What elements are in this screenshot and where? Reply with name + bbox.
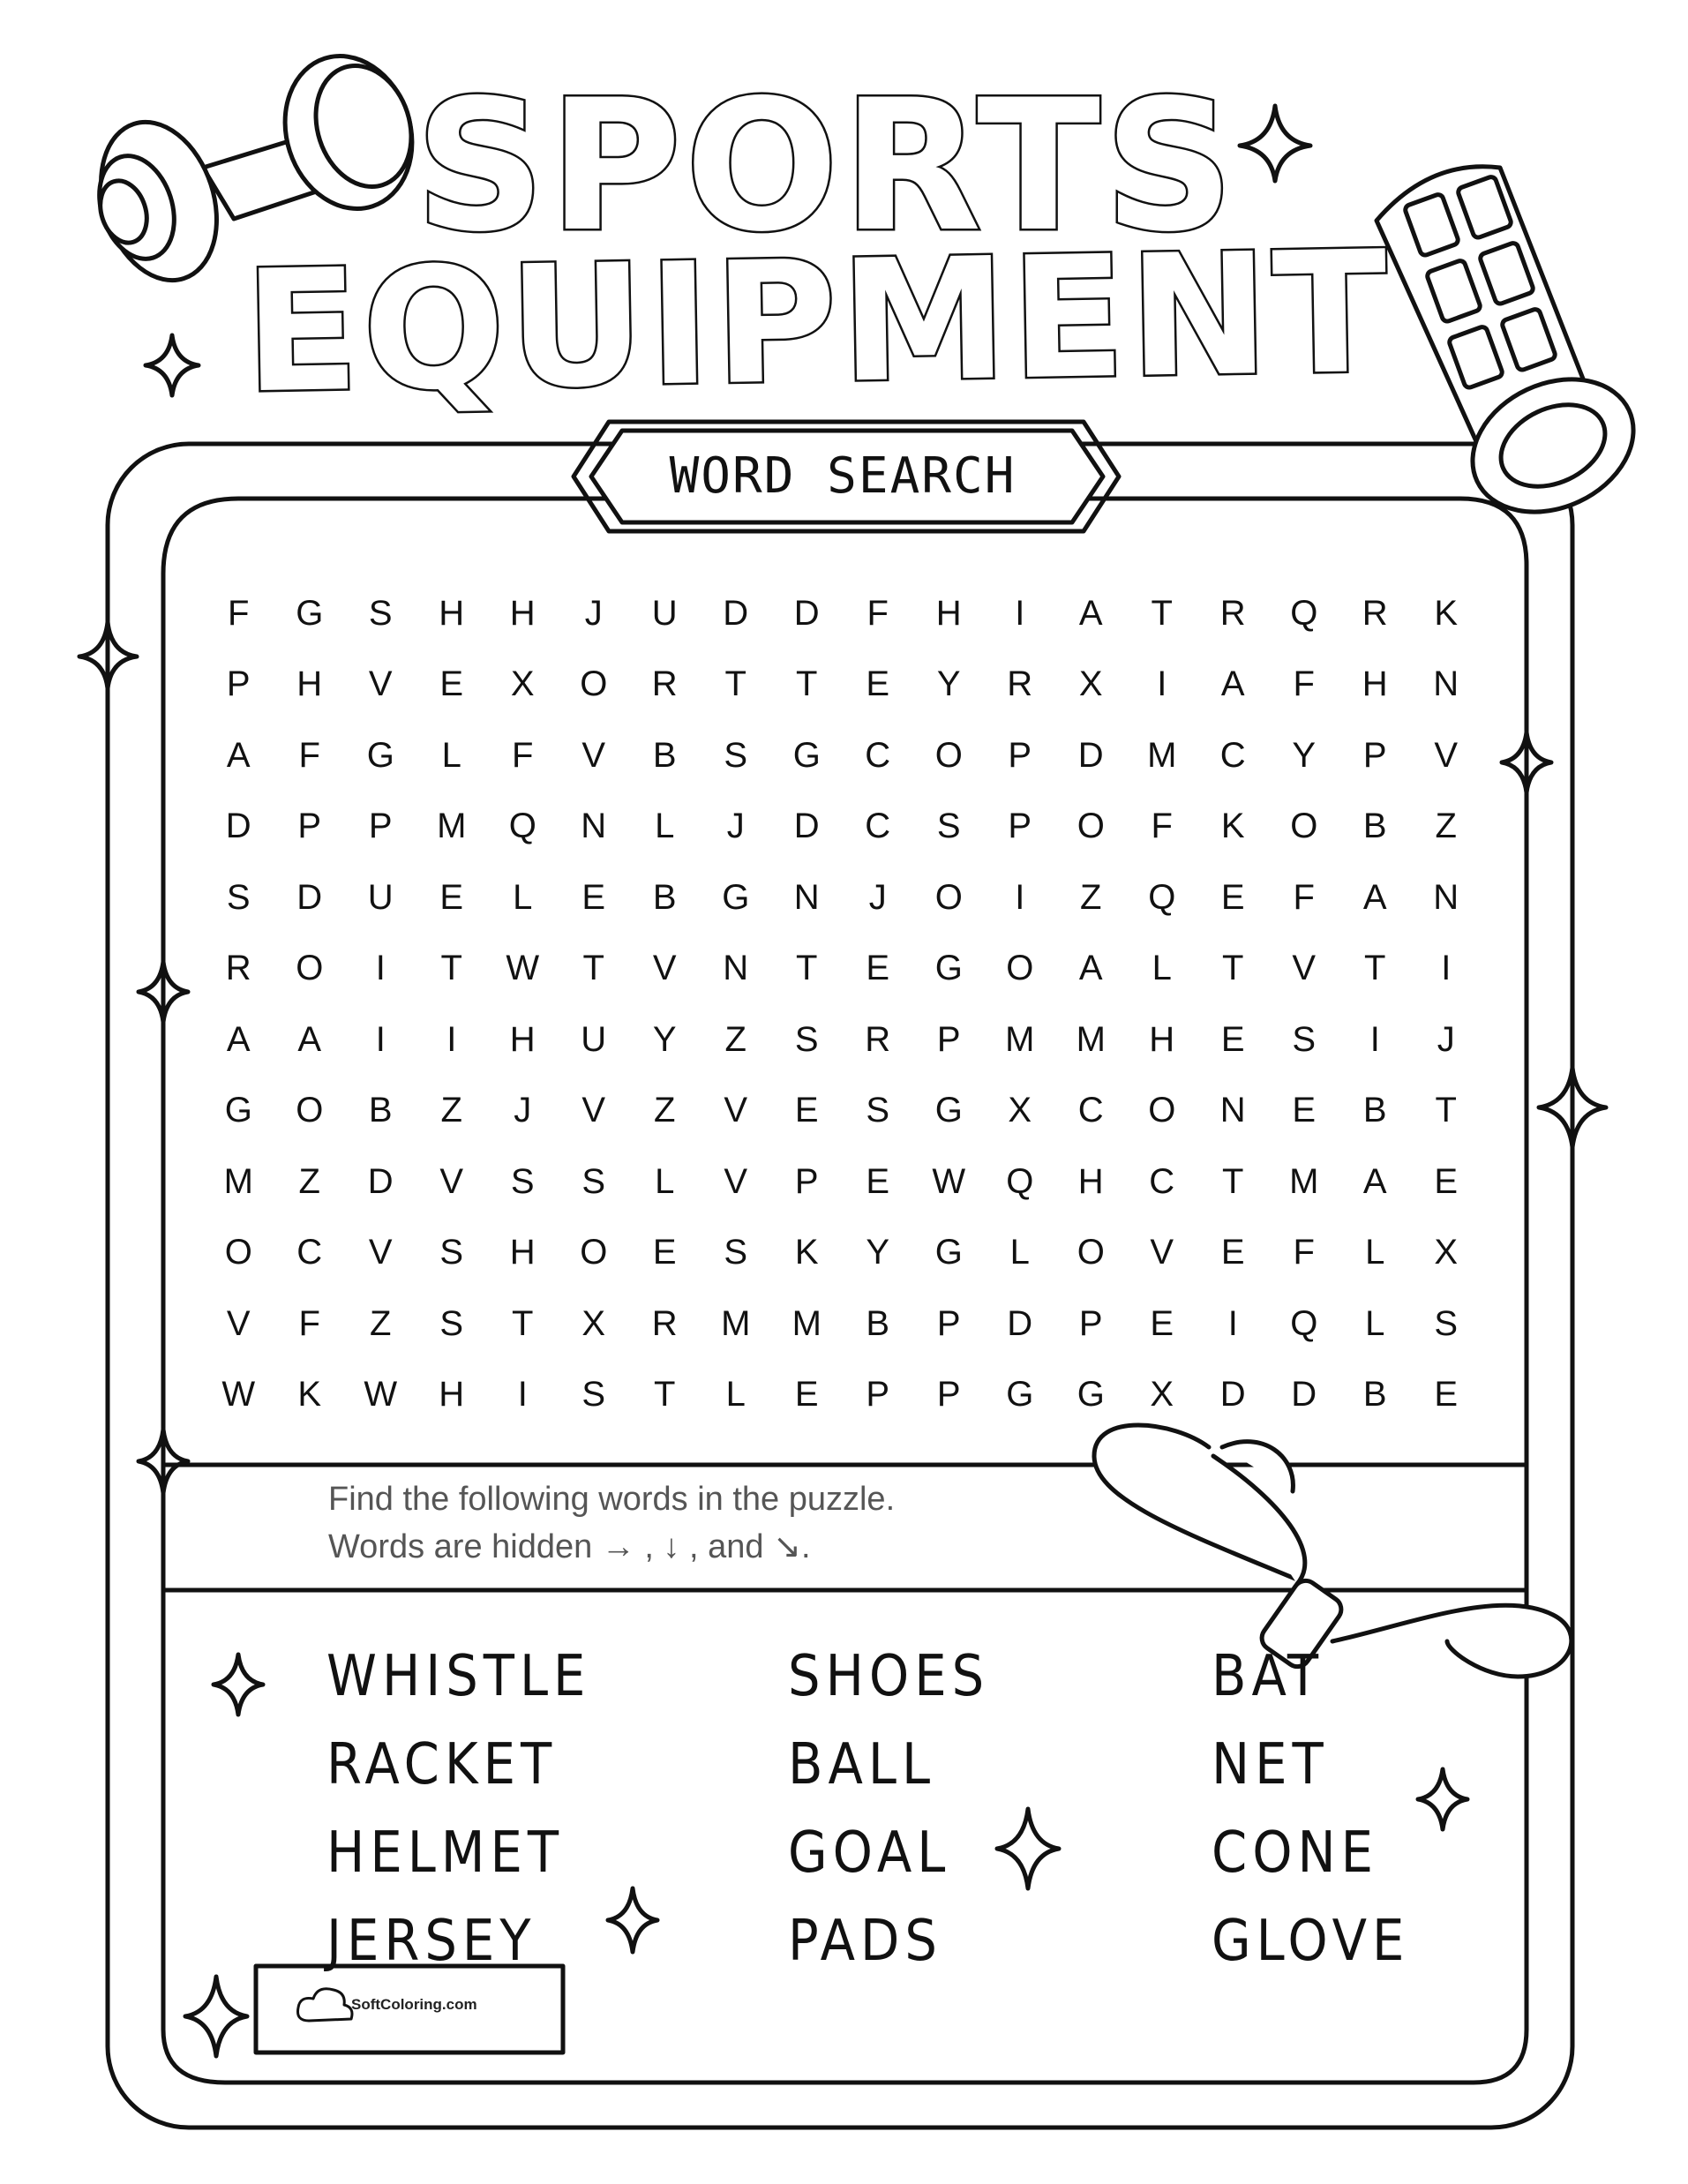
grid-letter: D	[367, 1161, 394, 1201]
grid-letter: F	[298, 1303, 320, 1343]
grid-letter: G	[934, 1091, 963, 1130]
grid-letter: E	[581, 877, 606, 917]
grid-letter: M	[1289, 1161, 1319, 1201]
grid-letter: T	[440, 949, 462, 988]
grid-letter: Z	[1080, 877, 1102, 917]
grid-letter: A	[1078, 593, 1103, 633]
grid-letter: H	[509, 1019, 536, 1059]
grid-letter: O	[1290, 807, 1318, 846]
grid-letter: V	[581, 1091, 606, 1130]
grid-letter: A	[1362, 1161, 1387, 1201]
grid-letter: O	[580, 664, 608, 704]
grid-letter: Z	[298, 1161, 320, 1201]
grid-letter: B	[1362, 1091, 1387, 1130]
grid-letter: G	[722, 877, 750, 917]
grid-letter: I	[446, 1019, 457, 1059]
grid-letter: Q	[1290, 593, 1318, 633]
grid-letter: S	[581, 1375, 606, 1415]
grid-letter: J	[868, 877, 887, 917]
word-item: CONE	[1212, 1820, 1378, 1886]
grid-letter: Y	[866, 1233, 890, 1272]
grid-letter: E	[1220, 1019, 1245, 1059]
grid-letter: G	[934, 1233, 963, 1272]
grid-letter: F	[1151, 807, 1173, 846]
grid-letter: S	[368, 593, 393, 633]
grid-letter: T	[1364, 949, 1386, 988]
word-list-column-2	[788, 1632, 989, 1985]
grid-letter: N	[1433, 877, 1459, 917]
grid-letter: Z	[724, 1019, 746, 1059]
grid-letter: S	[510, 1161, 535, 1201]
grid-letter: P	[297, 807, 322, 846]
grid-letter: I	[375, 1019, 386, 1059]
grid-letter: J	[726, 807, 745, 846]
grid-letter: J	[584, 593, 603, 633]
word-item: BALL	[788, 1732, 935, 1797]
grid-letter: Z	[440, 1091, 462, 1130]
grid-letter: A	[226, 1019, 251, 1059]
word-item: GLOVE	[1212, 1909, 1410, 1974]
grid-letter: T	[1151, 593, 1173, 633]
instructions-line-2: Words are hidden → , ↓ , and ↘.	[328, 1528, 811, 1565]
word-item: RACKET	[326, 1732, 558, 1797]
grid-letter: T	[512, 1303, 534, 1343]
grid-letter: H	[935, 593, 962, 633]
grid-letter: N	[1219, 1091, 1246, 1130]
grid-letter: P	[936, 1375, 961, 1415]
grid-letter: S	[581, 1161, 606, 1201]
grid-letter: O	[296, 1091, 324, 1130]
grid-letter: P	[936, 1019, 961, 1059]
grid-letter: V	[581, 735, 606, 775]
page-title-line-2: EQUIPMENT	[243, 214, 1392, 431]
grid-letter: S	[226, 877, 251, 917]
grid-letter: E	[1292, 1091, 1317, 1130]
grid-letter: B	[866, 1303, 890, 1343]
letter-grid	[203, 578, 1482, 1430]
sparkle-icon	[185, 1977, 247, 2056]
word-list-column-1	[326, 1632, 590, 1985]
grid-letter: T	[796, 664, 818, 704]
grid-letter: I	[375, 949, 386, 988]
grid-letter: X	[1008, 1091, 1032, 1130]
grid-letter: P	[794, 1161, 819, 1201]
grid-letter: H	[1149, 1019, 1175, 1059]
grid-letter: R	[865, 1019, 891, 1059]
grid-letter: Q	[1290, 1303, 1318, 1343]
grid-letter: G	[296, 593, 324, 633]
grid-letter: H	[509, 593, 536, 633]
instructions-line-1: Find the following words in the puzzle.	[328, 1481, 896, 1518]
grid-letter: E	[1150, 1303, 1174, 1343]
grid-letter: M	[1076, 1019, 1106, 1059]
grid-letter: C	[296, 1233, 323, 1272]
grid-letter: N	[723, 949, 749, 988]
grid-letter: Y	[936, 664, 961, 704]
page-title-line-1: SPORTS	[415, 62, 1238, 272]
word-item: GOAL	[788, 1820, 951, 1886]
word-item: JERSEY	[326, 1909, 536, 1974]
credit-text: SoftColoring.com	[351, 1996, 477, 2013]
grid-letter: E	[794, 1375, 819, 1415]
grid-letter: T	[1222, 949, 1244, 988]
grid-letter: B	[1362, 1375, 1387, 1415]
grid-letter: V	[724, 1161, 748, 1201]
grid-letter: E	[1434, 1375, 1459, 1415]
grid-letter: E	[866, 664, 890, 704]
grid-letter: I	[517, 1375, 528, 1415]
grid-letter: T	[654, 1375, 676, 1415]
sparkle-icon	[997, 1809, 1059, 1888]
grid-letter: E	[866, 949, 890, 988]
grid-letter: P	[1008, 735, 1032, 775]
grid-letter: M	[721, 1303, 751, 1343]
grid-letter: X	[1150, 1375, 1174, 1415]
grid-letter: S	[1434, 1303, 1459, 1343]
grid-letter: P	[866, 1375, 890, 1415]
grid-letter: G	[1006, 1375, 1034, 1415]
grid-letter: L	[1009, 1233, 1030, 1272]
grid-letter: E	[439, 877, 464, 917]
grid-letter: Z	[654, 1091, 676, 1130]
grid-letter: O	[1077, 807, 1105, 846]
grid-letter: T	[796, 949, 818, 988]
grid-letter: B	[1362, 807, 1387, 846]
grid-letter: S	[794, 1019, 819, 1059]
grid-letter: R	[651, 1303, 678, 1343]
grid-letter: O	[580, 1233, 608, 1272]
grid-letter: F	[1293, 664, 1315, 704]
grid-letter: A	[1362, 877, 1387, 917]
word-item: WHISTLE	[326, 1644, 591, 1709]
grid-letter: C	[865, 735, 891, 775]
word-list-column-3	[1212, 1632, 1409, 1985]
grid-letter: B	[652, 877, 677, 917]
word-item: NET	[1212, 1732, 1329, 1797]
grid-letter: I	[1015, 877, 1025, 917]
grid-letter: A	[1220, 664, 1245, 704]
grid-letter: S	[724, 1233, 748, 1272]
grid-letter: F	[867, 593, 889, 633]
grid-letter: C	[1149, 1161, 1175, 1201]
grid-letter: G	[792, 735, 821, 775]
sparkle-icon	[608, 1888, 657, 1952]
grid-letter: U	[581, 1019, 607, 1059]
grid-letter: O	[934, 877, 963, 917]
grid-letter: R	[1007, 664, 1033, 704]
grid-letter: Y	[652, 1019, 677, 1059]
grid-letter: V	[1292, 949, 1317, 988]
grid-letter: S	[439, 1233, 464, 1272]
grid-letter: V	[1150, 1233, 1174, 1272]
grid-letter: D	[793, 807, 820, 846]
grid-letter: R	[225, 949, 251, 988]
grid-letter: P	[368, 807, 393, 846]
grid-letter: O	[296, 949, 324, 988]
grid-letter: H	[439, 593, 465, 633]
grid-letter: U	[651, 593, 678, 633]
grid-letter: I	[1015, 593, 1025, 633]
grid-letter: X	[1434, 1233, 1459, 1272]
grid-letter: K	[1434, 593, 1459, 633]
grid-letter: W	[221, 1375, 256, 1415]
grid-letter: H	[1362, 664, 1388, 704]
grid-letter: K	[794, 1233, 819, 1272]
grid-letter: V	[439, 1161, 464, 1201]
grid-letter: R	[651, 664, 678, 704]
grid-letter: E	[866, 1161, 890, 1201]
grid-letter: J	[514, 1091, 532, 1130]
grid-letter: I	[1369, 1019, 1380, 1059]
grid-letter: N	[793, 877, 820, 917]
grid-letter: Z	[1435, 807, 1457, 846]
word-item: BAT	[1212, 1644, 1324, 1709]
grid-letter: F	[512, 735, 534, 775]
grid-letter: W	[506, 949, 540, 988]
grid-letter: M	[223, 1161, 253, 1201]
grid-letter: X	[1078, 664, 1103, 704]
grid-letter: X	[510, 664, 535, 704]
grid-letter: V	[1434, 735, 1459, 775]
grid-letter: P	[936, 1303, 961, 1343]
grid-letter: B	[368, 1091, 393, 1130]
grid-letter: J	[1437, 1019, 1455, 1059]
grid-letter: A	[297, 1019, 322, 1059]
grid-letter: E	[1220, 1233, 1245, 1272]
grid-letter: C	[1077, 1091, 1104, 1130]
grid-letter: L	[441, 735, 461, 775]
grid-letter: I	[1157, 664, 1167, 704]
grid-letter: G	[1077, 1375, 1105, 1415]
grid-letter: E	[1434, 1161, 1459, 1201]
grid-letter: L	[1152, 949, 1172, 988]
grid-letter: D	[793, 593, 820, 633]
grid-letter: E	[1220, 877, 1245, 917]
grid-letter: S	[866, 1091, 890, 1130]
grid-letter: U	[367, 877, 394, 917]
grid-letter: C	[1219, 735, 1246, 775]
sparkle-icon	[1418, 1769, 1467, 1829]
grid-letter: E	[439, 664, 464, 704]
grid-letter: G	[366, 735, 394, 775]
word-item: PADS	[788, 1909, 942, 1974]
grid-letter: R	[1362, 593, 1388, 633]
grid-letter: D	[1291, 1375, 1317, 1415]
grid-letter: E	[794, 1091, 819, 1130]
grid-letter: H	[296, 664, 323, 704]
grid-letter: L	[513, 877, 533, 917]
grid-letter: V	[226, 1303, 251, 1343]
grid-letter: O	[934, 735, 963, 775]
grid-letter: Q	[508, 807, 536, 846]
grid-letter: R	[1219, 593, 1246, 633]
grid-letter: S	[439, 1303, 464, 1343]
grid-letter: M	[791, 1303, 821, 1343]
grid-letter: M	[1005, 1019, 1035, 1059]
grid-letter: I	[1441, 949, 1452, 988]
grid-letter: D	[296, 877, 323, 917]
grid-letter: W	[364, 1375, 398, 1415]
grid-letter: K	[1220, 807, 1245, 846]
grid-letter: I	[1227, 1303, 1238, 1343]
grid-letter: V	[724, 1091, 748, 1130]
grid-letter: G	[934, 949, 963, 988]
grid-letter: F	[1293, 1233, 1315, 1272]
grid-letter: N	[1433, 664, 1459, 704]
grid-letter: L	[655, 807, 675, 846]
grid-letter: T	[724, 664, 746, 704]
grid-letter: M	[1147, 735, 1177, 775]
grid-letter: T	[582, 949, 604, 988]
grid-letter: Q	[1006, 1161, 1034, 1201]
grid-letter: K	[297, 1375, 322, 1415]
grid-letter: V	[368, 1233, 393, 1272]
grid-letter: F	[298, 735, 320, 775]
grid-letter: H	[509, 1233, 536, 1272]
grid-letter: E	[652, 1233, 677, 1272]
banner-label: WORD SEARCH	[669, 447, 1017, 505]
grid-letter: D	[1219, 1375, 1246, 1415]
grid-letter: L	[655, 1161, 675, 1201]
word-item: HELMET	[326, 1820, 564, 1886]
grid-letter: O	[1006, 949, 1034, 988]
grid-letter: H	[439, 1375, 465, 1415]
grid-letter: A	[226, 735, 251, 775]
grid-letter: T	[1222, 1161, 1244, 1201]
grid-letter: M	[437, 807, 467, 846]
grid-letter: P	[1078, 1303, 1103, 1343]
grid-letter: Q	[1148, 877, 1176, 917]
grid-letter: P	[1362, 735, 1387, 775]
grid-letter: F	[1293, 877, 1315, 917]
grid-letter: N	[581, 807, 607, 846]
grid-letter: O	[1077, 1233, 1105, 1272]
grid-letter: V	[652, 949, 677, 988]
grid-letter: D	[1007, 1303, 1033, 1343]
grid-letter: S	[724, 735, 748, 775]
grid-letter: C	[865, 807, 891, 846]
grid-letter: L	[725, 1375, 746, 1415]
grid-letter: X	[581, 1303, 606, 1343]
word-item: SHOES	[788, 1644, 990, 1709]
grid-letter: D	[1077, 735, 1104, 775]
grid-letter: O	[1148, 1091, 1176, 1130]
grid-letter: V	[368, 664, 393, 704]
grid-letter: L	[1365, 1233, 1385, 1272]
grid-letter: Z	[370, 1303, 392, 1343]
grid-letter: O	[224, 1233, 252, 1272]
grid-letter: T	[1435, 1091, 1457, 1130]
grid-letter: D	[723, 593, 749, 633]
sparkle-icon	[214, 1655, 263, 1715]
grid-letter: B	[652, 735, 677, 775]
grid-letter: H	[1077, 1161, 1104, 1201]
grid-letter: A	[1078, 949, 1103, 988]
grid-letter: L	[1365, 1303, 1385, 1343]
grid-letter: P	[1008, 807, 1032, 846]
grid-letter: P	[226, 664, 251, 704]
grid-letter: S	[1292, 1019, 1317, 1059]
grid-letter: Y	[1292, 735, 1317, 775]
grid-letter: F	[228, 593, 250, 633]
grid-letter: D	[225, 807, 251, 846]
grid-letter: W	[932, 1161, 966, 1201]
grid-letter: S	[936, 807, 961, 846]
grid-letter: G	[224, 1091, 252, 1130]
